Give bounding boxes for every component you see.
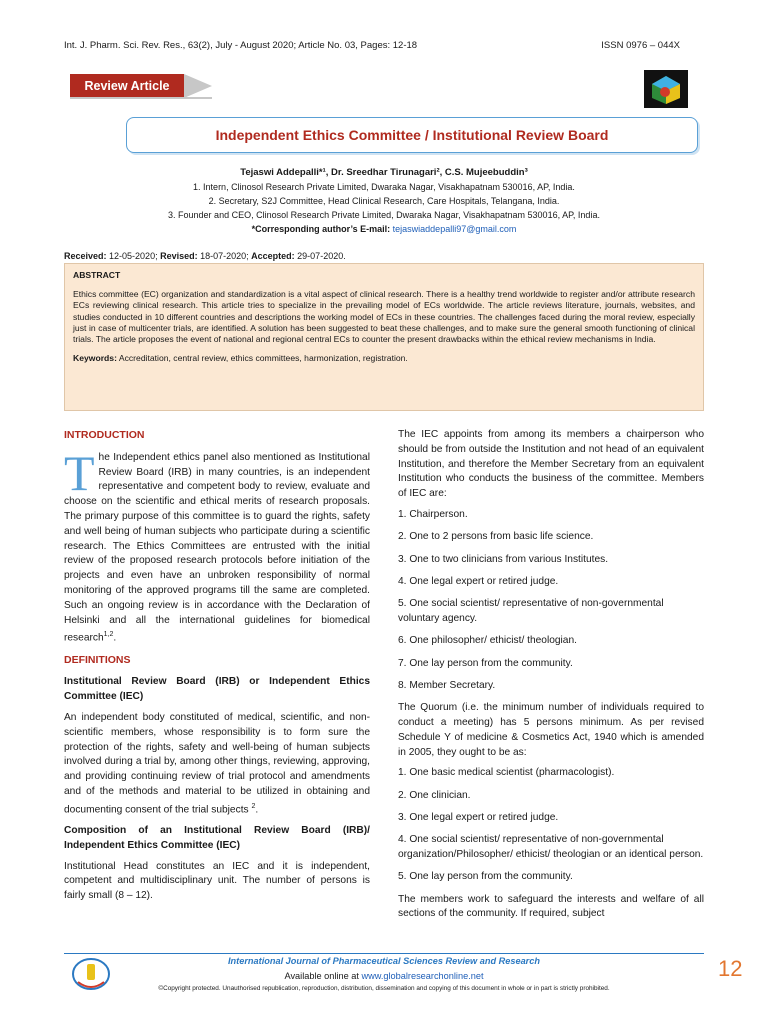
available-label: Available online at xyxy=(284,971,362,981)
introduction-paragraph xyxy=(64,444,370,647)
iec-appointment-text: The IEC appoints from among its members a chairperson who should be from outside the Institution and not head of an equivalent Institution, and therefore the Member Secretary from an equivalent Institution who conducts the business of the committee. Members of IEC are: xyxy=(398,429,704,500)
members-welfare-text: The members work to safeguard the interests and welfare of all sections of the community. If required, subject xyxy=(398,893,704,920)
definitions-subheading: Institutional Review Board (IRB) or Independent Ethics Committee (IEC) xyxy=(64,676,370,703)
accepted-date: 29-07-2020. xyxy=(294,251,346,261)
composition-text: Institutional Head constitutes an IEC and it is independent, competent and multidisciplinary unit. The number of persons is fairly small (8 – 12). xyxy=(64,860,370,902)
right-column xyxy=(398,428,704,928)
def-end: . xyxy=(255,804,259,816)
revised-label: Revised: xyxy=(160,251,198,261)
journal-citation: Int. J. Pharm. Sci. Rev. Res., 63(2), July - August 2020; Article No. 03, Pages: 12-18 xyxy=(64,40,418,51)
definitions-heading: DEFINITIONS xyxy=(64,653,131,666)
footer-copyright: ©Copyright protected. Unauthorised republication, reproduction, distribution, dissemination and copying of this document in whole or in part is strictly prohibited. xyxy=(158,985,610,992)
intro-end: . xyxy=(113,632,117,644)
abstract-box xyxy=(64,263,704,411)
page-number: 12 xyxy=(718,956,743,981)
footer-journal-name: International Journal of Pharmaceutical Sciences Review and Research xyxy=(228,956,540,966)
member-item: 2. One to 2 persons from basic life science. xyxy=(398,531,594,543)
affiliation-2: 2. Secretary, S2J Committee, Head Clinical Research, Care Hospitals, Telangana, India. xyxy=(208,196,560,206)
quorum-item: 5. One lay person from the community. xyxy=(398,871,573,883)
member-item: 8. Member Secretary. xyxy=(398,679,496,691)
definitions-text: An independent body constituted of medical, scientific, and non-scientific members, whose responsibility is to form sure the protection of the rights, safety and well-being of human subjects involved during a trial by, among other things, reviewing, approving, and providing continuing review of trial protocol and amendments and of the methods and material to be utilized in obtaining and documenting consent of the trial subjects xyxy=(64,711,370,816)
author-email-link[interactable]: tejaswiaddepalli97@gmail.com xyxy=(392,224,517,234)
intro-citation: 1,2 xyxy=(103,631,114,639)
keywords-label: Keywords: xyxy=(73,353,117,364)
quorum-item: 4. One social scientist/ representative of non-governmental organization/Philosopher/ ethicist/ theologian or an identical person. xyxy=(398,834,704,861)
affiliation-1: 1. Intern, Clinosol Research Private Limited, Dwaraka Nagar, Visakhapatnam 530016, AP, India. xyxy=(193,182,575,192)
member-item: 1. Chairperson. xyxy=(398,508,468,520)
drop-cap: T xyxy=(64,444,95,501)
badge-tail xyxy=(184,74,212,98)
quorum-text: The Quorum (i.e. the minimum number of individuals required to conduct a meeting) has 5 persons minimum. As per revised Schedule Y of medicine & Cosmetics Act, 1940 which is amended in 2005, they ought to be as: xyxy=(398,702,704,758)
corresponding-author xyxy=(0,224,768,234)
issn: ISSN 0976 – 044X xyxy=(601,40,680,51)
received-label: Received: xyxy=(64,251,107,261)
member-item: 6. One philosopher/ ethicist/ theologian. xyxy=(398,635,577,647)
member-item: 3. One to two clinicians from various Institutes. xyxy=(398,553,609,565)
keywords xyxy=(73,353,695,364)
received-date: 12-05-2020; xyxy=(106,251,161,261)
accepted-label: Accepted: xyxy=(251,251,295,261)
abstract-heading: ABSTRACT xyxy=(73,270,121,280)
badge-underline xyxy=(70,97,212,99)
article-dates xyxy=(64,251,346,261)
left-column xyxy=(64,428,370,910)
quorum-item: 3. One legal expert or retired judge. xyxy=(398,811,559,823)
definitions-paragraph xyxy=(64,711,370,818)
keywords-text: Accreditation, central review, ethics committees, harmonization, registration. xyxy=(116,353,408,364)
footer-availability xyxy=(0,971,768,981)
authors: Tejaswi Addepalli*¹, Dr. Sreedhar Tirunagari², C.S. Mujeebuddin³ xyxy=(240,167,528,178)
quorum-item: 2. One clinician. xyxy=(398,789,471,801)
composition-subheading: Composition of an Institutional Review Board (IRB)/ Independent Ethics Committee (IEC) xyxy=(64,824,370,851)
member-item: 7. One lay person from the community. xyxy=(398,657,573,669)
quorum-item: 1. One basic medical scientist (pharmacologist). xyxy=(398,767,615,779)
member-item: 4. One legal expert or retired judge. xyxy=(398,575,559,587)
abstract-text: Ethics committee (EC) organization and standardization is a vital aspect of clinical research. There is a healthy trend worldwide to register and/or attribute research ECs reviewing clinical research. This article tries to specialize in the prevailing model of ECs worldwide. The article reviews literature, journals, websites, and studies conducted in 10 different countries and descriptions the working model of ECs in these countries. The challenges faced during the moral review, especially just in case of multicenter trials, are identified. A solution has been suggested to beat these challenges, and to make sure the general smooth functioning of clinical trials. The article proposes the event of national and regional central ECs to counter the present drawbacks within the ethical review mechanisms in India. xyxy=(73,289,695,345)
footer-divider xyxy=(64,953,704,954)
corresponding-label: *Corresponding author’s E-mail: xyxy=(251,224,391,234)
article-title: Independent Ethics Committee / Institutional Review Board xyxy=(126,117,698,153)
member-item: 5. One social scientist/ representative of non-governmental voluntary agency. xyxy=(398,598,664,624)
journal-website-link[interactable]: www.globalresearchonline.net xyxy=(361,971,484,981)
introduction-text: he Independent ethics panel also mentioned as Institutional Review Board (IRB) in many countries, is an independent representative and competent body to review, evaluate and choose on the scientific and ethical merits of research proposals. The primary purpose of this committee is to guard the rights, safety and well being of human subjects who participate during a scientific research. The Ethics Committees are entrusted with the initial review of the proposed research protocols before initiation of the projects and even have an unbroken responsibility of normal monitoring of the approved programs till the same are completed. Such an ongoing review is in accordance with the Declaration of Helsinki and all the international guidelines for biomedical research xyxy=(64,451,370,644)
journal-logo-icon xyxy=(644,70,688,108)
review-article-badge: Review Article xyxy=(70,74,184,98)
introduction-heading: INTRODUCTION xyxy=(64,429,145,441)
revised-date: 18-07-2020; xyxy=(197,251,252,261)
def-citation: 2 xyxy=(251,802,256,810)
affiliation-3: 3. Founder and CEO, Clinosol Research Private Limited, Dwaraka Nagar, Visakhapatnam 530016, AP, India. xyxy=(168,210,600,220)
